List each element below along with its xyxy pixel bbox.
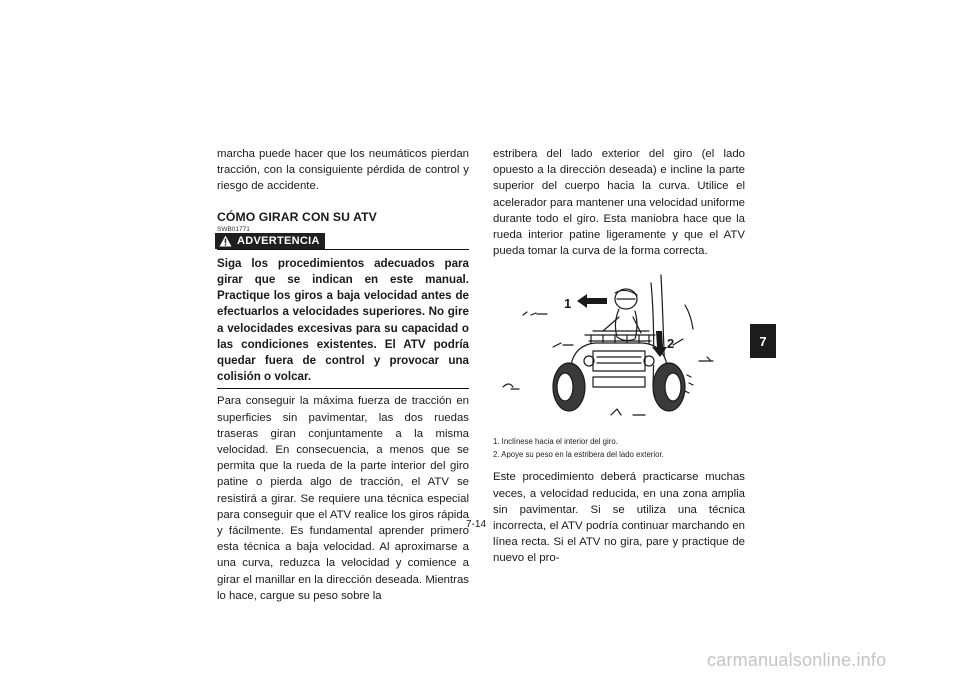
warning-triangle-icon (219, 235, 232, 247)
intro-paragraph: marcha puede hacer que los neumáticos pierdan tracción, con la consiguiente pérdida de control y riesgo de accidente. (217, 148, 469, 193)
right-column (493, 146, 745, 567)
watermark: carmanualsonline.info (707, 650, 887, 670)
arrow-1-icon (577, 294, 607, 308)
warning-badge (215, 233, 325, 249)
page-number: 7-14 (466, 519, 487, 530)
warning-end-rule (217, 385, 469, 389)
section-heading: CÓMO GIRAR CON SU ATV (217, 209, 377, 224)
warning-label: ADVERTENCIA (237, 234, 320, 247)
caption-1: 1. Inclínese hacia el interior del giro. (493, 437, 618, 447)
warning-text: Siga los procedimientos adecuados para girar que se indican en este manual. Practique los giros a baja velocidad antes de efectuarlos a velocidades superiores. No gire a velocidades excesivas para su capacidad o las condiciones existentes. El ATV podría quedar fuera de control y provocar una colisión o volcar. (217, 256, 469, 384)
figure-label-2: 2 (667, 336, 675, 352)
figure-label-1: 1 (564, 296, 572, 312)
chapter-tab: 7 (750, 324, 776, 358)
final-paragraph: Este procedimiento deberá practicarse muchas veces, a velocidad reducida, en una zona amplia sin pavimentar. Si se utiliza una técnica incorrecta, el ATV podría continuar marchando en línea recta. Si el ATV no gira, pare y practique de nuevo el pro- (493, 471, 745, 565)
reference-code: SWB01771 (217, 225, 250, 233)
atv-rider-drawing (493, 265, 745, 435)
atv-turning-illustration (493, 265, 745, 435)
warning-header (217, 235, 469, 250)
continuation-paragraph: estribera del lado exterior del giro (el lado opuesto a la dirección deseada) e incline la parte superior del cuerpo hacia la curva. Utilice el acelerador para mantener una velocidad uniforme durante todo el giro. Esta maniobra hace que la rueda interior patine ligeramente y que el ATV pueda tomar la curva de la forma correcta. (493, 148, 746, 258)
figure-captions (493, 435, 745, 461)
caption-2: 2. Apoye su peso en la estribera del lado exterior. (493, 450, 664, 460)
left-column (217, 146, 469, 604)
body-paragraph: Para conseguir la máxima fuerza de tracción en superficies sin pavimentar, las dos ruedas traseras giran conjuntamente a la misma velocidad. En consecuencia, a menos que se permita que la rueda de la parte interior del giro patine o pierda algo de tracción, el ATV se resistirá a girar. Se requiere una técnica especial para conseguir que el ATV realice los giros rápida y fácilmente. Es fundamental aprender primero esta técnica a baja velocidad. Al aproximarse a una curva, reduzca la velocidad y comience a girar el manillar en la dirección deseada. Mientras lo hace, cargue su peso sobre la (217, 395, 469, 602)
